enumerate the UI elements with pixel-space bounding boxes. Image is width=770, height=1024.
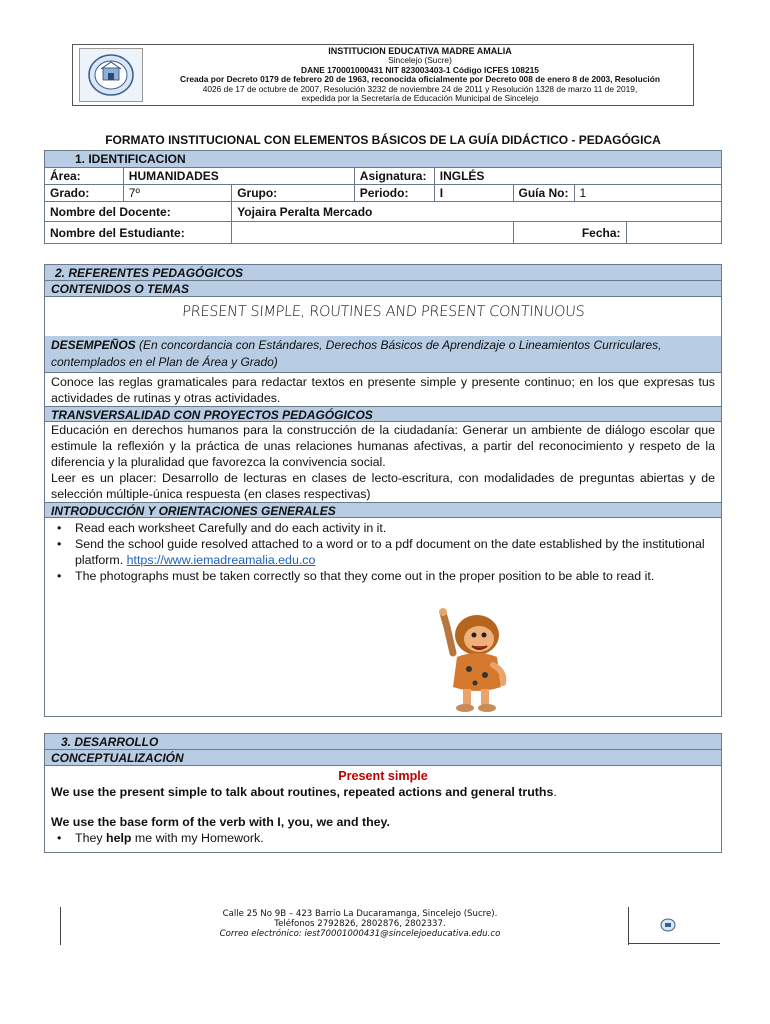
list-item: • The photographs must be taken correctly so that they come out in the proper position to be able to read it.	[51, 568, 715, 584]
instructions-list	[45, 518, 721, 584]
institution-header	[72, 44, 694, 106]
examples-list	[45, 830, 721, 846]
transversalidad-heading: TRANSVERSALIDAD CON PROYECTOS PEDAGÓGICOS	[45, 406, 721, 422]
desempenos-text: Conoce las reglas gramaticales para redactar textos en presente simple y presente continuo; en los que expresas tus actividades de rutinas y otras actividades.	[51, 375, 715, 405]
example-subject: They	[75, 831, 106, 845]
asignatura-label: Asignatura:	[354, 168, 434, 185]
referentes-heading: 2. REFERENTES PEDAGÓGICOS	[45, 265, 721, 281]
header-line: Sincelejo (Sucre)	[388, 55, 452, 66]
footer-divider	[628, 907, 629, 945]
definition-line	[45, 784, 721, 800]
transversalidad-text: Educación en derechos humanos para la construcción de la ciudadanía: Generar un ambiente de diálogo escolar que estimule la reflexión y la práctica de unas relaciones humanas afectivas, a partir del reconocimiento y respeto de la diferencia y la pluralidad que favorezca la convivencia social.	[51, 423, 715, 469]
page-title: FORMATO INSTITUCIONAL CON ELEMENTOS BÁSICOS DE LA GUÍA DIDÁCTICO - PEDAGÓGICA	[105, 133, 661, 147]
desempenos-title: DESEMPEÑOS	[51, 338, 136, 352]
asignatura-value: INGLÉS	[434, 168, 721, 185]
present-simple-subtitle: Present simple	[338, 769, 428, 783]
example-rest: me with my Homework.	[131, 831, 264, 845]
footer-address: Calle 25 No 9B – 423 Barrio La Ducaramanga, Sincelejo (Sucre).	[222, 909, 498, 919]
grupo-label: Grupo:	[232, 185, 355, 202]
grado-value: 7º	[123, 185, 231, 202]
periodo-value: I	[434, 185, 513, 202]
desempenos-heading	[45, 336, 721, 373]
caveman-illustration	[431, 605, 521, 715]
footer-divider	[628, 943, 720, 944]
header-line: Creada por Decreto 0179 de febrero 20 de 1963, reconocida oficialmente por Decreto 008 de enero 8 de 2003, Resolución	[180, 74, 660, 85]
header-line: expedida por la Secretaría de Educación Municipal de Sincelejo	[301, 93, 539, 104]
section-identificacion-heading: 1. IDENTIFICACION	[45, 151, 722, 168]
list-item	[51, 536, 715, 568]
fecha-label: Fecha:	[513, 222, 626, 244]
section-desarrollo	[44, 733, 722, 853]
footer-divider	[60, 907, 61, 945]
grado-label: Grado:	[45, 185, 124, 202]
section-referentes	[44, 264, 722, 717]
footer-email: Correo electrónico: iest70001000431@sincelejoeducativa.edu.co	[219, 929, 501, 939]
header-line: DANE 170001000431 NIT 823003403-1 Código ICFES 108215	[301, 64, 539, 75]
footer-contact	[120, 909, 600, 939]
definition-period: .	[553, 785, 557, 799]
header-text	[151, 47, 689, 103]
header-line: 4026 de 17 de octubre de 2007, Resolución 3232 de noviembre 24 de 2011 y Resolución 1328 de marzo 11 de 2019,	[202, 83, 638, 94]
area-value: HUMANIDADES	[123, 168, 354, 185]
list-item: • Read each worksheet Carefully and do each activity in it.	[51, 520, 715, 536]
desempenos-note: (En concordancia con Estándares, Derechos Básicos de Aprendizaje o Lineamientos Curriculares, contemplados en el Plan de Área y Grado)	[51, 338, 662, 369]
page-footer	[60, 907, 720, 945]
estudiante-field[interactable]	[232, 222, 513, 244]
area-label: Área:	[45, 168, 124, 185]
identification-table	[44, 150, 722, 244]
institution-name: INSTITUCION EDUCATIVA MADRE AMALIA	[328, 46, 512, 56]
fecha-field[interactable]	[626, 222, 721, 244]
docente-value: Yojaira Peralta Mercado	[232, 202, 722, 222]
estudiante-label: Nombre del Estudiante:	[45, 222, 232, 244]
guia-value: 1	[574, 185, 722, 202]
topic-title: PRESENT SIMPLE, ROUTINES AND PRESENT CONTINUOUS	[181, 304, 585, 320]
list-item-text: Send the school guide resolved attached to a word or to a pdf document on the date established by the institutional platform.	[75, 537, 705, 567]
introduccion-heading: INTRODUCCIÓN Y ORIENTACIONES GENERALES	[45, 502, 721, 518]
footer-phones: Teléfonos 2792826, 2802876, 2802337.	[274, 919, 446, 929]
example-verb: help	[106, 831, 132, 845]
guia-label: Guía No:	[513, 185, 574, 202]
footer-crest-icon	[660, 917, 676, 933]
school-website-link[interactable]: https://www.iemadreamalia.edu.co	[126, 553, 316, 567]
list-item	[51, 830, 715, 846]
docente-label: Nombre del Docente:	[45, 202, 232, 222]
desarrollo-heading: 3. DESARROLLO	[45, 734, 721, 750]
periodo-label: Periodo:	[354, 185, 434, 202]
school-crest-icon	[79, 48, 143, 102]
base-form-rule: We use the base form of the verb with I, you, we and they.	[51, 815, 390, 829]
contenidos-heading: CONTENIDOS O TEMAS	[45, 281, 721, 297]
definition-text: We use the present simple to talk about routines, repeated actions and general truths	[51, 785, 554, 799]
transversalidad-text: Leer es un placer: Desarrollo de lecturas en clases de lecto-escritura, con modalidades de preguntas abiertas y de selección múltiple-única respuesta (en clases respectivas)	[51, 471, 715, 501]
conceptualizacion-heading: CONCEPTUALIZACIÓN	[45, 750, 721, 766]
